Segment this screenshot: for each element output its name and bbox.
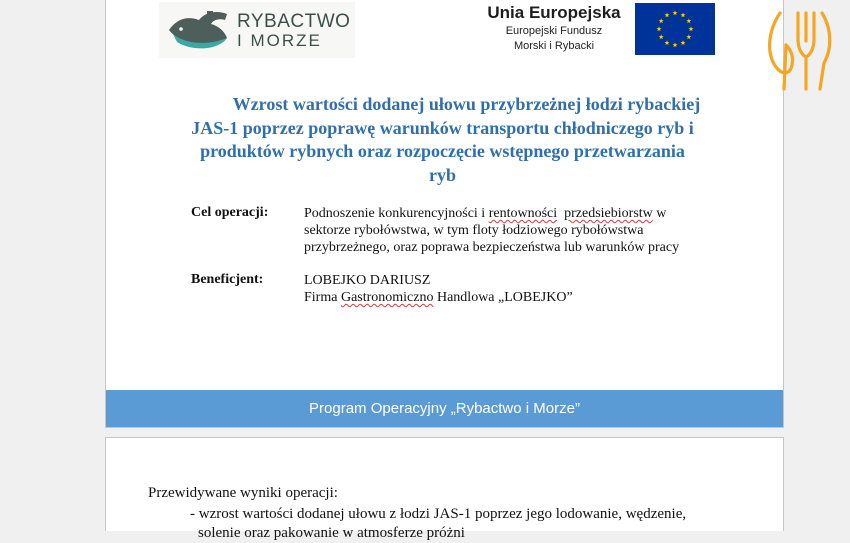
firma-text-c: Handlowa „LOBEJKO” — [433, 290, 573, 305]
document-page-1 — [105, 0, 784, 428]
fish-logo-icon — [167, 8, 235, 52]
cel-line-1 — [304, 205, 694, 222]
beneficjent-label: Beneficjent: — [191, 272, 264, 287]
cel-text-e: w — [652, 206, 667, 221]
document-page-2 — [105, 437, 784, 541]
beneficjent-name: LOBEJKO DARIUSZ — [304, 273, 431, 288]
beneficjent-firma — [304, 289, 694, 306]
title-line-4: ryb — [429, 164, 456, 185]
cel-line-3: przybrzeżnego, oraz poprawa bezpieczeństwa lub warunków pracy — [304, 240, 680, 255]
fork-knife-logo-icon — [762, 9, 834, 93]
results-item-1-line-2: solenie oraz pakowanie w atmosferze próżni — [198, 525, 465, 541]
results-item-1 — [190, 505, 750, 543]
eu-flag-icon — [635, 3, 715, 55]
cel-text-a: Podnoszenie konkurencyjności i — [304, 206, 489, 221]
title-line-2: JAS-1 poprzez poprawę warunków transportu chłodniczego ryb i — [191, 117, 694, 138]
eu-title: Unia Europejska — [487, 3, 621, 22]
cel-word-przedsiebiorstw: przedsiebiorstw — [564, 206, 653, 221]
logo-line-2: I MORZE — [237, 31, 322, 50]
logo-line-1: RYBACTWO — [237, 11, 351, 32]
cel-line-2: sektorze rybołówstwa, w tym floty łodziowego rybołówstwa — [304, 223, 644, 238]
firma-word-gastronomiczno: Gastronomiczno — [340, 290, 434, 305]
title-line-3: produktów rybnych oraz rozpoczęcie wstępnego przetwarzania — [200, 141, 685, 161]
rybactwo-i-morze-logo — [159, 2, 355, 58]
firma-text-a: Firma — [304, 290, 341, 305]
document-title — [146, 93, 739, 187]
beneficjent-value — [304, 272, 694, 306]
results-title: Przewidywane wyniki operacji: — [148, 485, 338, 501]
program-banner: Program Operacyjny „Rybactwo i Morze” — [106, 390, 783, 427]
cel-operacji-value — [304, 205, 694, 256]
eu-subtitle-line-1: Europejski Fundusz — [505, 25, 603, 37]
cel-operacji-label: Cel operacji: — [191, 205, 269, 220]
eu-subtitle — [483, 24, 625, 54]
results-item-1-line-1: - wzrost wartości dodanej ułowu z łodzi JAS-1 poprzez jego lodowanie, wędzenie, — [190, 506, 687, 522]
cel-word-rentownosci: rentowności — [488, 206, 558, 221]
title-line-1: Wzrost wartości dodanej ułowu przybrzeżnej łodzi rybackiej — [232, 94, 701, 114]
eu-subtitle-line-2: Morski i Rybacki — [513, 40, 595, 52]
